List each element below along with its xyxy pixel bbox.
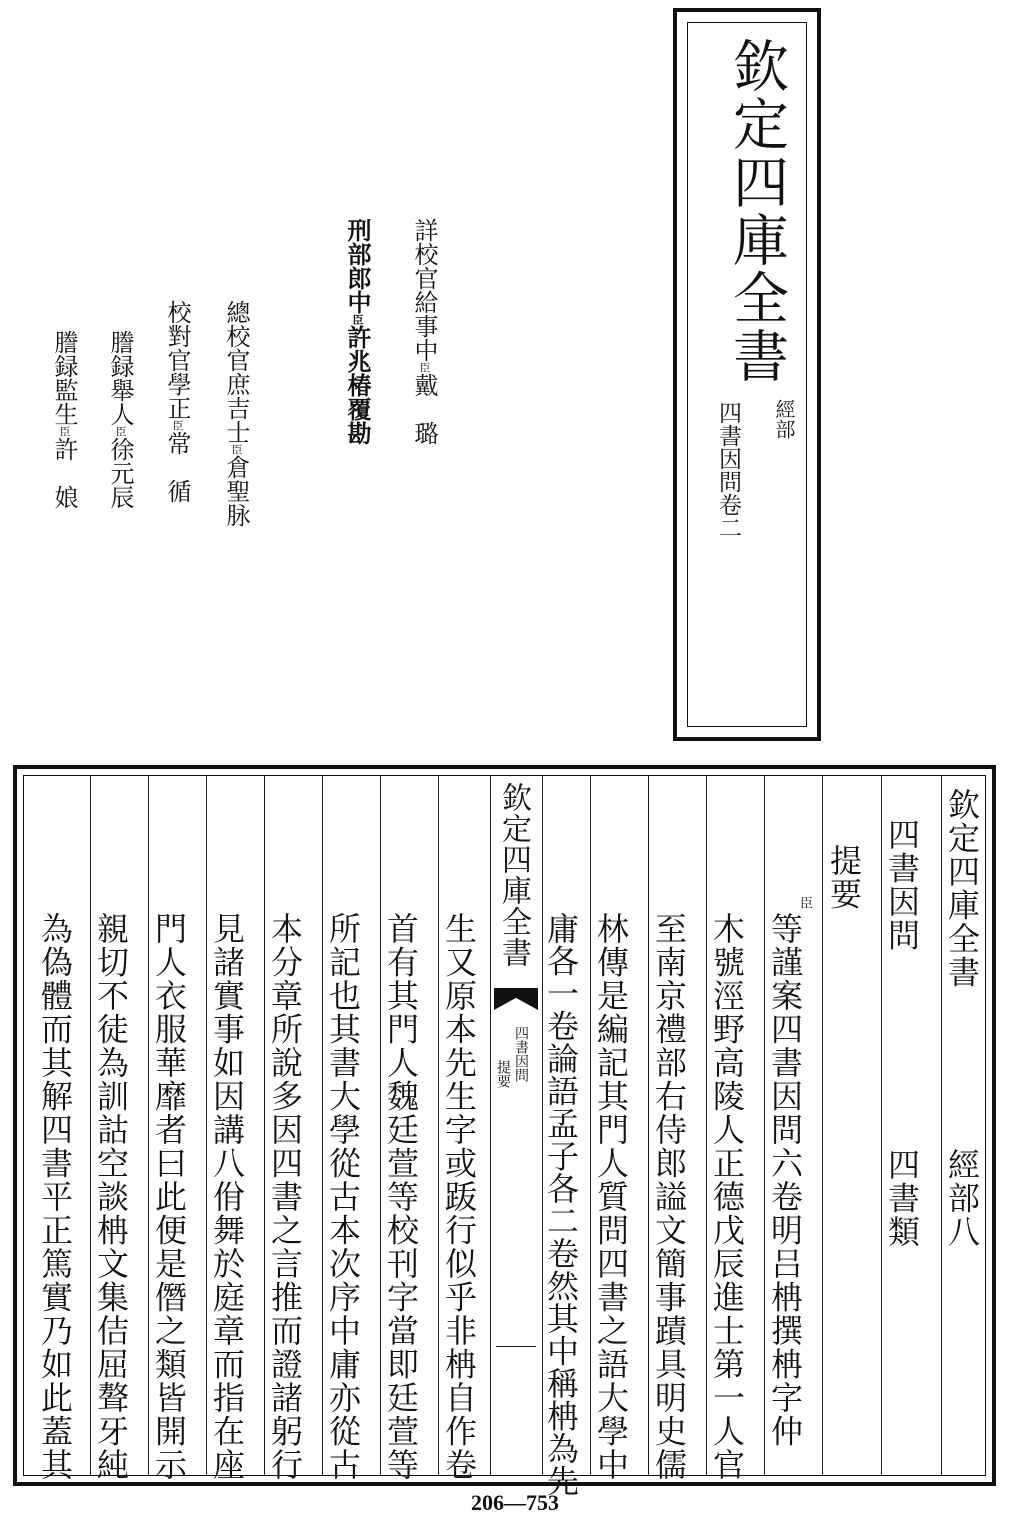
column-rule <box>648 776 649 1475</box>
header-section: 經部八 <box>943 1148 981 1249</box>
credit-tenglu-2: 謄録監生臣許 娘 <box>50 330 78 509</box>
text-column: 本分章所說多因四書之言推而證諸躬行 <box>266 912 304 1482</box>
column-rule <box>590 776 591 1475</box>
text-column: 親切不徒為訓詁空談柟文集佶屈聱牙純 <box>92 912 130 1482</box>
label-title: 欽定四庫全書 <box>724 37 789 385</box>
column-rule <box>90 776 91 1475</box>
center-fold-column <box>490 776 542 1475</box>
category: 四書類 <box>883 1148 921 1249</box>
column-rule <box>322 776 323 1475</box>
text-column: 所記也其書大學從古本次序中庸亦從古 <box>324 912 362 1482</box>
label-section: 經部 <box>772 399 796 439</box>
text-column: 見諸實事如因講八佾舞於庭章而指在座 <box>208 912 246 1482</box>
column-rule <box>822 776 823 1475</box>
column-rule <box>380 776 381 1475</box>
credit-jiaodui: 校對官學正臣常 循 <box>163 300 191 503</box>
label-volume: 四書因問卷二 <box>715 401 741 539</box>
chen-mark: 臣 <box>418 362 431 373</box>
book-title: 四書因問 <box>883 818 921 952</box>
text-column: 至南京禮部右侍郎謚文簡事蹟具明史儒 <box>650 912 688 1482</box>
page-number: 206—753 <box>471 1490 559 1515</box>
column-rule <box>148 776 149 1475</box>
chen-mark: 臣 <box>114 426 127 437</box>
column-rule <box>881 776 882 1475</box>
text-column: 林傳是編記其門人質問四書之語大學中 <box>592 912 630 1482</box>
title-label <box>673 8 821 741</box>
title-label-inner-border <box>687 22 807 727</box>
tiyao-heading: 提要 <box>825 844 863 911</box>
chen-mark: 臣 <box>58 426 71 437</box>
column-rule <box>438 776 439 1475</box>
column-rule <box>941 776 942 1475</box>
column-rule <box>264 776 265 1475</box>
column-rule <box>706 776 707 1475</box>
text-column: 首有其門人魏廷萱等校刊字當即廷萱等 <box>382 912 420 1482</box>
text-column: 為偽體而其解四書平正篤實乃如此蓋其 <box>36 912 74 1482</box>
credit-xiangjiao: 詳校官給事中臣戴 璐 <box>410 218 438 445</box>
credit-tenglu-1: 謄録舉人臣徐元辰 <box>106 330 134 509</box>
header-title: 欽定四庫全書 <box>943 788 981 989</box>
text-column: 生又原本先生字或䟦行似乎非柟自作卷 <box>440 912 478 1482</box>
credit-zongjiao: 總校官庶吉士臣倉聖脉 <box>222 300 250 527</box>
column-rule <box>764 776 765 1475</box>
text-column: 等謹案四書因問六卷明吕柟撰柟字仲 <box>766 912 804 1448</box>
chen-mark: 臣 <box>171 420 184 431</box>
center-book-title: 四書因問 <box>513 1026 529 1082</box>
text-column: 木號涇野高陵人正德戊辰進士第一人官 <box>708 912 746 1482</box>
credit-xingbu: 刑部郎中臣許兆椿覆勘 <box>343 218 372 445</box>
chen-mark: 臣 <box>797 896 812 909</box>
center-page-mark <box>496 1346 536 1347</box>
chen-mark: 臣 <box>230 444 243 455</box>
center-tiyao: 提要 <box>495 1060 511 1088</box>
text-page-inner-border <box>23 775 986 1497</box>
fishtail-mark-icon <box>494 988 538 1010</box>
chen-mark: 臣 <box>351 314 364 325</box>
text-column: 門人衣服華靡者曰此便是僭之類皆開示 <box>150 912 188 1482</box>
center-title: 欽定四庫全書 <box>496 782 531 968</box>
text-column: 庸各一卷論語孟子各二卷然其中稱柟為先 <box>542 912 580 1497</box>
text-page-frame <box>13 765 996 1497</box>
column-rule <box>206 776 207 1475</box>
